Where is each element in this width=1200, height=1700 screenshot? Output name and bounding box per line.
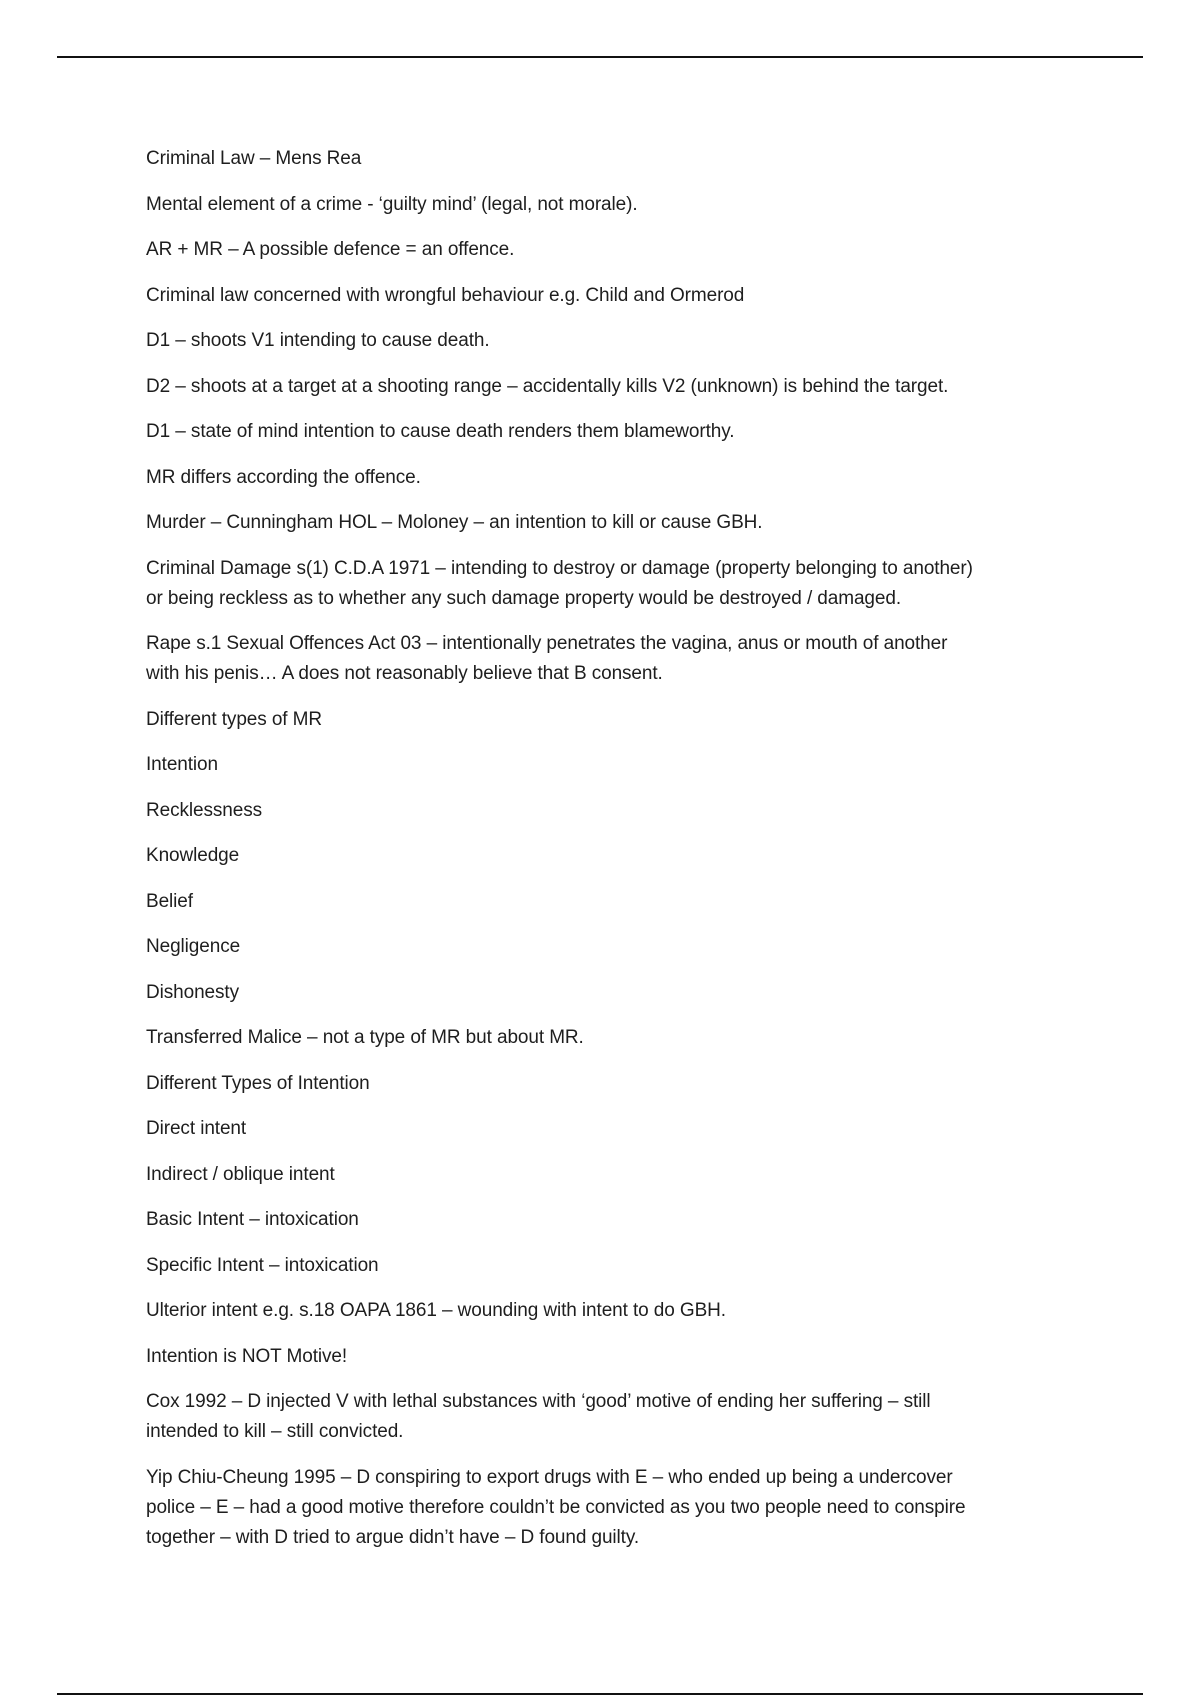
paragraph: Mental element of a crime - ‘guilty mind’ (legal, not morale). (146, 193, 638, 215)
section-heading: Different Types of Intention (146, 1072, 370, 1094)
list-item: Belief (146, 890, 193, 912)
list-item: Knowledge (146, 845, 240, 866)
paragraph: D2 – shoots at a target at a shooting range – accidentally kills V2 (unknown) is behind the target. (146, 375, 949, 397)
list-item: Recklessness (146, 799, 263, 821)
paragraph: Rape s.1 Sexual Offences Act 03 – intentionally penetrates the vagina, anus or mouth of another with his penis… A does not reasonably believe that B consent. (146, 633, 948, 684)
case-paragraph: Cox 1992 – D injected V with lethal substances with ‘good’ motive of ending her suffering – still intended to kill – still convicted. (146, 1391, 931, 1442)
paragraph: Intention is NOT Motive! (146, 1345, 348, 1367)
footer-rule (57, 1693, 1143, 1695)
case-paragraph: Yip Chiu-Cheung 1995 – D conspiring to export drugs with E – who ended up being a undercover police – E – had a good motive therefore couldn’t be convicted as you two people need to conspire together – with D tried to argue didn’t have – D found guilty. (146, 1466, 966, 1548)
list-item: Intention (146, 754, 218, 775)
list-item: Dishonesty (146, 981, 239, 1003)
paragraph: D1 – state of mind intention to cause death renders them blameworthy. (146, 421, 735, 442)
paragraph: Criminal Damage s(1) C.D.A 1971 – intending to destroy or damage (property belonging to another) or being reckless as to whether any such damage property would be destroyed / damaged. (146, 557, 973, 609)
section-heading: Different types of MR (146, 708, 323, 730)
paragraph: Criminal law concerned with wrongful behaviour e.g. Child and Ormerod (146, 284, 745, 306)
document-title: Criminal Law – Mens Rea (146, 148, 362, 169)
paragraph: AR + MR – A possible defence = an offence. (146, 239, 515, 260)
paragraph: Murder – Cunningham HOL – Moloney – an intention to kill or cause GBH. (146, 512, 763, 533)
list-item: Direct intent (146, 1118, 247, 1139)
paragraph: Transferred Malice – not a type of MR but about MR. (146, 1027, 584, 1048)
document-body (146, 144, 1066, 1568)
list-item: Specific Intent – intoxication (146, 1254, 379, 1276)
paragraph: MR differs according the offence. (146, 466, 421, 488)
header-rule (57, 56, 1143, 58)
paragraph: Ulterior intent e.g. s.18 OAPA 1861 – wounding with intent to do GBH. (146, 1300, 726, 1321)
list-item: Basic Intent – intoxication (146, 1209, 359, 1230)
paragraph: D1 – shoots V1 intending to cause death. (146, 330, 490, 351)
list-item: Indirect / oblique intent (146, 1163, 335, 1185)
list-item: Negligence (146, 936, 241, 957)
